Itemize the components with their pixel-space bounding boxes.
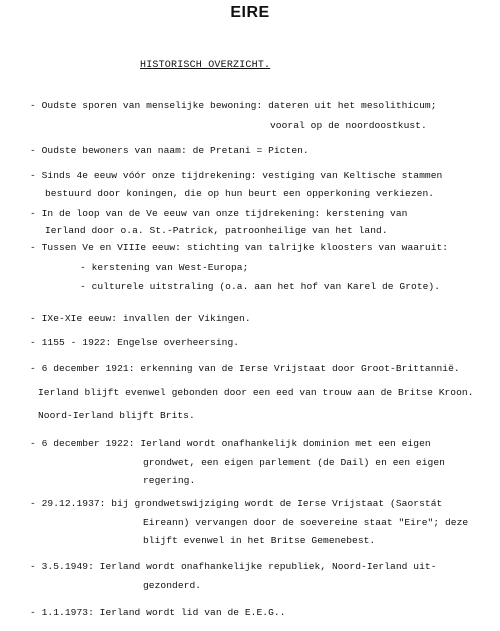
text-line: Noord-Ierland blijft Brits. <box>38 410 195 421</box>
text-line: Ierland door o.a. St.-Patrick, patroonheilige van het land. <box>45 225 388 236</box>
text-line: - In de loop van de Ve eeuw van onze tijdrekening: kerstening van <box>30 208 408 219</box>
text-line: - IXe-XIe eeuw: invallen der Vikingen. <box>30 313 251 324</box>
section-heading: HISTORISCH OVERZICHT. <box>140 60 271 71</box>
text-line: vooral op de noordoostkust. <box>270 120 427 131</box>
text-line: Eireann) vervangen door de soevereine staat "Eire"; deze <box>143 517 469 528</box>
text-line: regering. <box>143 475 196 486</box>
text-line: - Oudste bewoners van naam: de Pretani = Picten. <box>30 145 309 156</box>
page-title: EIRE <box>230 4 270 21</box>
text-line: - culturele uitstraling (o.a. aan het hof van Karel de Grote). <box>80 281 441 292</box>
text-line: - kerstening van West-Europa; <box>80 262 249 273</box>
text-line: - 3.5.1949: Ierland wordt onafhankelijke republiek, Noord-Ierland uit- <box>30 561 437 572</box>
text-line: - 6 december 1921: erkenning van de Ierse Vrijstaat door Groot-Brittannië. <box>30 363 460 374</box>
text-line: - 6 december 1922: Ierland wordt onafhankelijk dominion met een eigen <box>30 438 431 449</box>
text-line: - Tussen Ve en VIIIe eeuw: stichting van talrijke kloosters van waaruit: <box>30 242 449 253</box>
text-line: grondwet, een eigen parlement (de Dail) en een eigen <box>143 457 445 468</box>
text-line: bestuurd door koningen, die op hun beurt een opperkoning verkiezen. <box>45 188 435 199</box>
text-line: - 29.12.1937: bij grondwetswijziging wordt de Ierse Vrijstaat (Saorstát <box>30 498 443 509</box>
text-line: - Sinds 4e eeuw vóór onze tijdrekening: vestiging van Keltische stammen <box>30 170 443 181</box>
text-line: - 1155 - 1922: Engelse overheersing. <box>30 337 240 348</box>
text-line: - Oudste sporen van menselijke bewoning: dateren uit het mesolithicum; <box>30 100 437 111</box>
text-line: blijft evenwel in het Britse Gemenebest. <box>143 535 376 546</box>
text-line: gezonderd. <box>143 580 202 591</box>
text-line: Ierland blijft evenwel gebonden door een eed van trouw aan de Britse Kroon. <box>38 387 474 398</box>
text-line: - 1.1.1973: Ierland wordt lid van de E.E.G.. <box>30 607 286 618</box>
